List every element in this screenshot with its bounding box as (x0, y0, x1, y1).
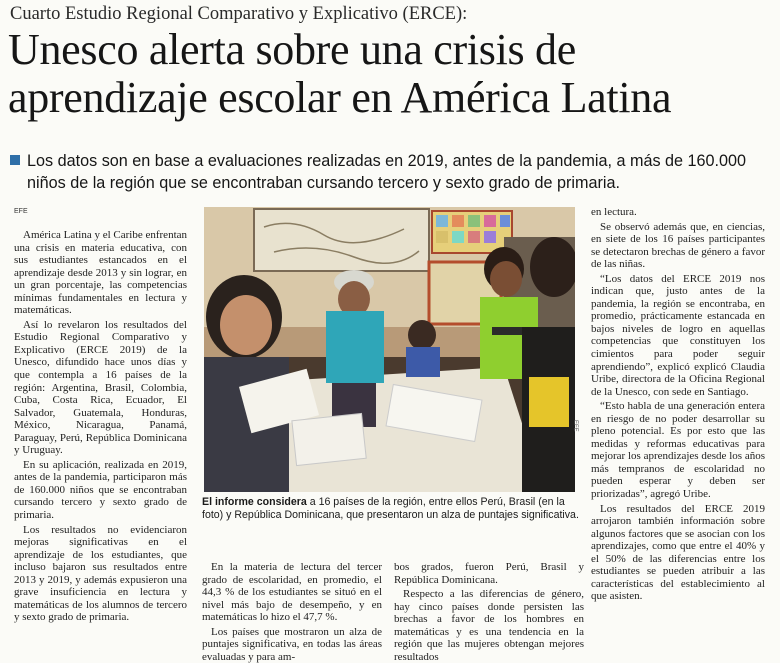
caption-text: a 16 países de la región, entre ellos Perú, Brasil (en la foto) y República Dominicana, que presentaron un alza de puntajes significativa. (202, 496, 579, 521)
column-3 (394, 561, 584, 663)
column-2 (202, 561, 382, 663)
kicker: Cuarto Estudio Regional Comparativo y Explicativo (ERCE): (10, 4, 468, 24)
paragraph: en lectura. (591, 206, 637, 218)
paragraph: Respecto a las diferencias de género, hay cinco países donde persisten las brechas a favor de los hombres en matemáticas y es una tendencia en la región que las mujeres obtengan mejores resultados (394, 588, 584, 663)
caption-bold: El informe considera (202, 496, 307, 508)
paragraph: Los resultados del ERCE 2019 arrojaron también información sobre algunos factores que se asocian con los aprendizajes, como que entre el 40% y el 50% de las diferencias entre los estudiantes se pueden atribuir a las características del establecimiento al que asisten. (591, 502, 765, 603)
paragraph: “Los datos del ERCE 2019 nos indican que, justo antes de la pandemia, la región se encontraba, en promedio, prácticamente estancada en bajos niveles de logro en aquellas competencias que constituyen los cimientos para poder seguir aprendiendo”, explicó explicó Claudia Uribe, directora de la Oficina Regional de la Unesco, con sede en Santiago. (591, 272, 765, 398)
paragraph: En su aplicación, realizada en 2019, antes de la pandemia, participaron más de 160.000 niños que se encontraban cursando tercero y sexto grado de primaria. (14, 458, 187, 522)
photo-credit: EFE (572, 420, 578, 432)
column-4 (591, 206, 765, 603)
paragraph: En la materia de lectura del tercer grado de escolaridad, en promedio, el 44,3 % de los estudiantes se situó en el nivel más bajo de desempeño, y en matemáticas lo hizo el 47,7 %. (202, 561, 382, 624)
lead-line-2: niños de la región que se encontraban cursando tercero y sexto grado de primaria. (27, 174, 621, 192)
lead-line-1: Los datos son en base a evaluaciones realizadas en 2019, antes de la pandemia, a más de 160.000 (27, 152, 747, 170)
paragraph: Se observó además que, en ciencias, en siete de los 16 países participantes se detectaron brechas de género a favor de las niñas. (591, 220, 765, 271)
lead-paragraph (10, 150, 770, 194)
square-bullet-icon (10, 155, 20, 165)
column-1 (14, 229, 187, 624)
headline-line-1: Unesco alerta sobre una crisis de (8, 25, 576, 74)
paragraph: Así lo revelaron los resultados del Estudio Regional Comparativo y Explicativo (ERCE 2019) de la Unesco, difundido hace unos días y que contempla a 16 países de la región: Argentina, Brasil, Colombia, Cuba, Costa Rica, Ecuador, El Salvador, Guatemala, Honduras, México, Nicaragua, Panamá, Paraguay, Perú, República Dominicana y Uruguay. (14, 318, 187, 457)
paragraph: “Esto habla de una generación entera en riesgo de no poder desarrollar su pleno potencial. Es por esto que las medidas y reformas educativas para mejorar los aprendizajes desde los años más tempranos de escolaridad no pueden esperar y deben ser priorizadas”, agregó Uribe. (591, 400, 765, 501)
photo-caption (202, 496, 582, 522)
headline (8, 26, 778, 122)
paragraph: Los resultados no evidenciaron mejoras significativas en el aprendizaje de los estudiantes, que incluso bajaron sus resultados entre 2013 y 2019, y además expusieron una grave insuficiencia en lectura y matemáticas de los alumnos de tercero y sexto grado de primaria. (14, 523, 187, 624)
paragraph: bos grados, fueron Perú, Brasil y República Dominicana. (394, 561, 584, 586)
paragraph: Los países que mostraron un alza de puntajes significativa, en todas las áreas evaluadas y para am- (202, 625, 382, 663)
paragraph: América Latina y el Caribe enfrentan una crisis en materia educativa, con sus estudiantes estancados en el aprendizaje desde 2013 y sin lograr, en un gran porcentaje, las competencias mínimas fundamentales en lectura y matemáticas. (14, 229, 188, 317)
agency-byline: EFE (14, 208, 28, 215)
headline-line-2: aprendizaje escolar en América Latina (8, 73, 672, 122)
classroom-photo (204, 207, 575, 492)
classroom-photo-illustration (204, 207, 575, 492)
